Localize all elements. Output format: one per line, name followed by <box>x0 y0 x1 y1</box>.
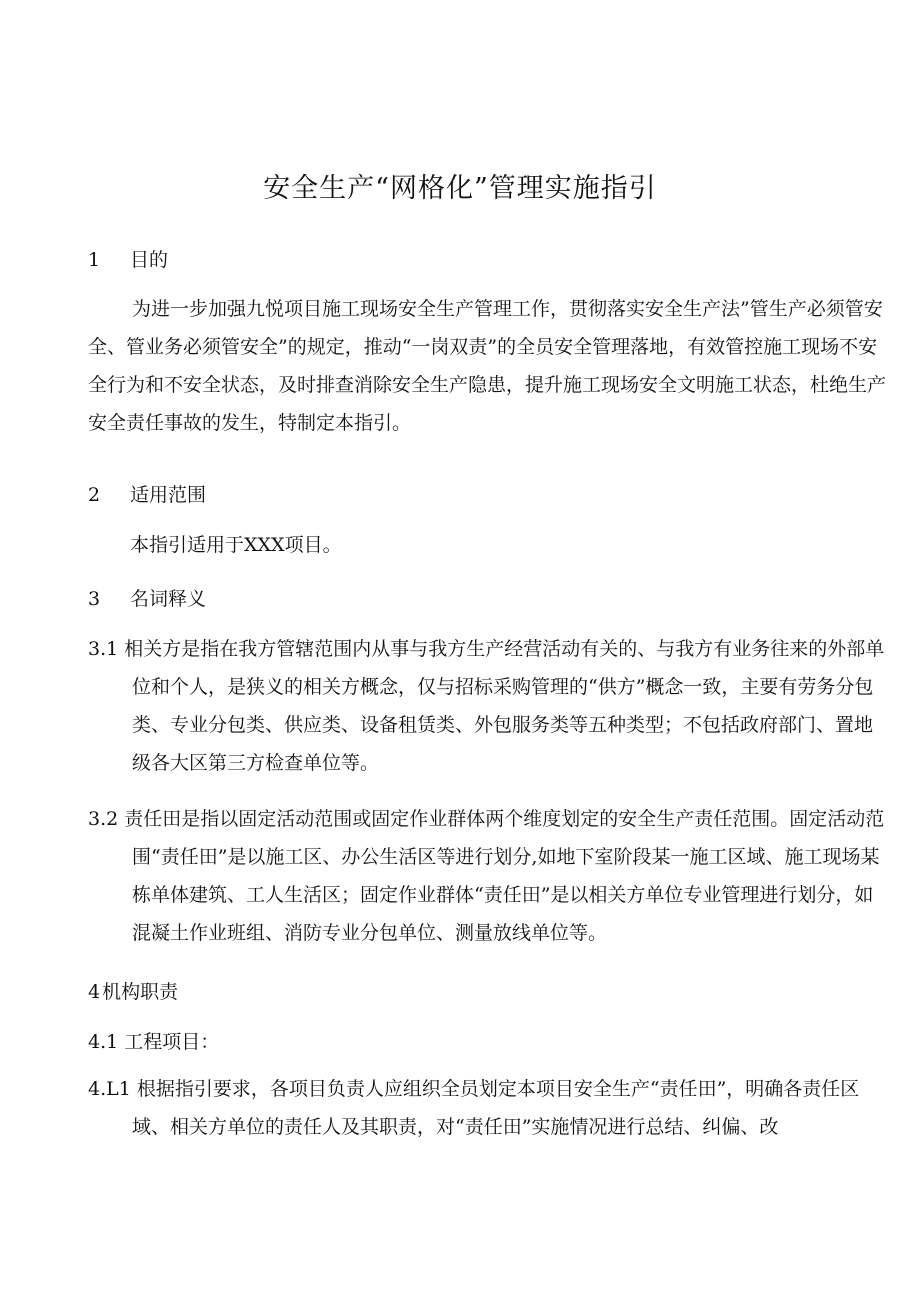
section-2-heading <box>88 480 206 507</box>
section-heading-text: 名词释义 <box>130 588 207 610</box>
clause-4-1-1: 4.L1 根据指引要求，各项目负责人应组织全员划定本项目安全生产“责任田”，明确各责任区域、相关方单位的责任人及其职责，对“责任田”实施情况进行总结、纠偏、改 <box>88 1078 860 1138</box>
section-heading-text: 机构职责 <box>102 981 179 1003</box>
section-heading-text: 目的 <box>130 249 169 271</box>
clause-3-1: 3.1 相关方是指在我方管辖范围内从事与我方生产经营活动有关的、与我方有业务往来的外部单位和个人，是狭义的相关方概念，仅与招标采购管理的“供方”概念一致，主要有劳务分包类、专业分包类、供应类、设备租赁类、外包服务类等五种类型；不包括政府部门、置地级各大区第三方检查单位等。 <box>88 638 885 774</box>
section-number: 4 <box>88 981 101 1003</box>
section-number: 2 <box>88 484 101 506</box>
section-number: 3 <box>88 588 101 610</box>
clause-4-1: 4.1 工程项目： <box>88 1031 220 1053</box>
document-title: 安全生产“网格化”管理实施指引 <box>263 173 657 204</box>
section-1-heading <box>88 245 168 272</box>
section-heading-text: 适用范围 <box>130 484 207 506</box>
section-1-body: 为进一步加强九悦项目施工现场安全生产管理工作，贯彻落实安全生产法”管生产必须管安全、管业务必须管安全”的规定，推动“一岗双责”的全员安全管理落地，有效管控施工现场不安全行为和不安全状态，及时排查消除安全生产隐患，提升施工现场安全文明施工状态，杜绝生产安全责任事故的发生，特制定本指引。 <box>88 298 887 434</box>
clause-3-2: 3.2 责任田是指以固定活动范围或固定作业群体两个维度划定的安全生产责任范围。固定活动范围“责任田”是以施工区、办公生活区等进行划分,如地下室阶段某一施工区域、施工现场某栋单体建筑、工人生活区；固定作业群体“责任田”是以相关方单位专业管理进行划分，如混凝土作业班组、消防专业分包单位、测量放线单位等。 <box>88 808 885 944</box>
section-4-heading <box>88 977 178 1004</box>
section-number: 1 <box>88 249 101 271</box>
section-3-heading <box>88 584 206 611</box>
section-2-body: 本指引适用于XXX项目。 <box>130 534 342 556</box>
